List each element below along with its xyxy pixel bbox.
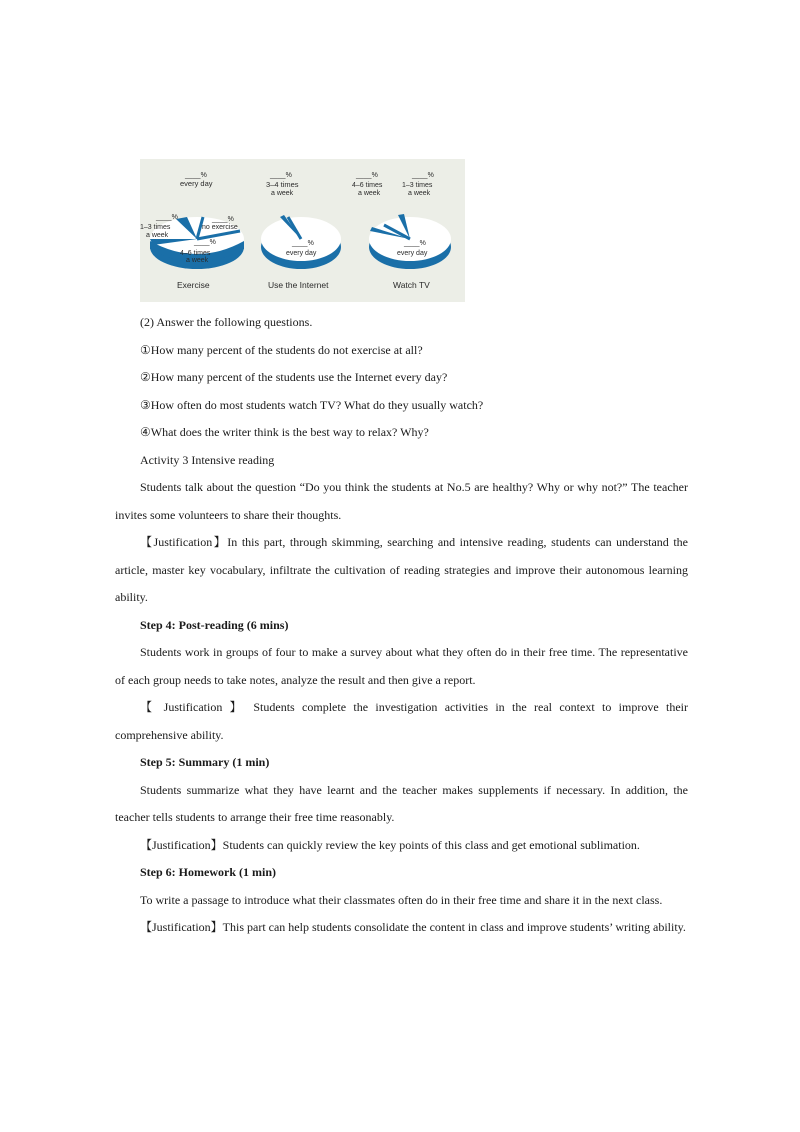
- question-4: ④What does the writer think is the best way to relax? Why?: [140, 425, 429, 439]
- pie-label-text: a week: [358, 190, 381, 197]
- pie-charts: [140, 159, 465, 302]
- question-2: ②How many percent of the students use the Internet every day?: [140, 370, 448, 384]
- pie-label-text: a week: [408, 190, 431, 197]
- pie-label-text: every day: [180, 179, 213, 188]
- pie-caption: Use the Internet: [268, 280, 329, 290]
- pie-caption: Exercise: [177, 280, 210, 290]
- pie-label-text: 1–3 times: [140, 224, 171, 231]
- pie-label-pct: ____%: [356, 172, 378, 179]
- pie-label-pct: ____%: [270, 172, 292, 179]
- pie-label-pct: ____%: [404, 240, 426, 247]
- pie-label-pct: ____%: [156, 214, 178, 221]
- pie-label-pct: ____%: [412, 172, 434, 179]
- pie-label-text: a week: [271, 190, 294, 197]
- survey-figure: [140, 159, 465, 302]
- justification-3: 【Justification】Students can quickly review the key points of this class and get emotional sublimation.: [140, 837, 640, 852]
- step-4-heading: Step 4: Post-reading (6 mins): [140, 617, 289, 632]
- pie-label-text: every day: [397, 250, 428, 257]
- pie-label-text: 4–6 times: [352, 182, 383, 189]
- pie-caption: Watch TV: [393, 280, 430, 290]
- answer-heading: (2) Answer the following questions.: [140, 315, 313, 329]
- question-1: ①How many percent of the students do not exercise at all?: [140, 342, 423, 357]
- pie-label-text: 4–6 times: [180, 250, 211, 257]
- step-5-heading: Step 5: Summary (1 min): [140, 755, 270, 769]
- pie-label-pct: ____%: [185, 172, 207, 179]
- pie-label-text: 3–4 times: [266, 180, 299, 189]
- pie-label-pct: ____%: [194, 239, 216, 246]
- pie-label-text: no exercise: [202, 224, 238, 231]
- pie-label-text: a week: [186, 257, 209, 264]
- document-body: [115, 309, 688, 942]
- pie-label-text: 1–3 times: [402, 182, 433, 189]
- pie-label-pct: ____%: [212, 216, 234, 223]
- justification-4: 【Justification】This part can help students consolidate the content in class and improve students’ writing ability.: [140, 920, 686, 934]
- pie-label-text: every day: [286, 250, 317, 257]
- step-6-heading: Step 6: Homework (1 min): [140, 865, 276, 879]
- activity-3-body: Students talk about the question “Do you think the students at No.5 are healthy? Why or why not?” The teacher invites some volunteers to share their thoughts.: [115, 480, 688, 522]
- pie-label-pct: ____%: [292, 240, 314, 247]
- pie-label-text: a week: [146, 232, 169, 239]
- activity-3-heading: Activity 3 Intensive reading: [140, 452, 275, 467]
- justification-1: 【Justification】In this part, through skimming, searching and intensive reading, students can understand the article, master key vocabulary, infiltrate the cultivation of reading strategies and improve their autonomous learning ability.: [115, 535, 688, 604]
- step-4-body: Students work in groups of four to make a survey about what they often do in their free time. The representative of each group needs to take notes, analyze the result and then give a report.: [115, 645, 688, 687]
- question-3: ③How often do most students watch TV? What do they usually watch?: [140, 397, 484, 412]
- justification-2: 【 Justification 】 Students complete the investigation activities in the real context to improve their comprehensive ability.: [115, 700, 688, 742]
- step-5-body: Students summarize what they have learnt and the teacher makes supplements if necessary. In addition, the teacher tells students to arrange their free time reasonably.: [115, 782, 688, 824]
- step-6-body: To write a passage to introduce what their classmates often do in their free time and share it in the next class.: [140, 892, 663, 907]
